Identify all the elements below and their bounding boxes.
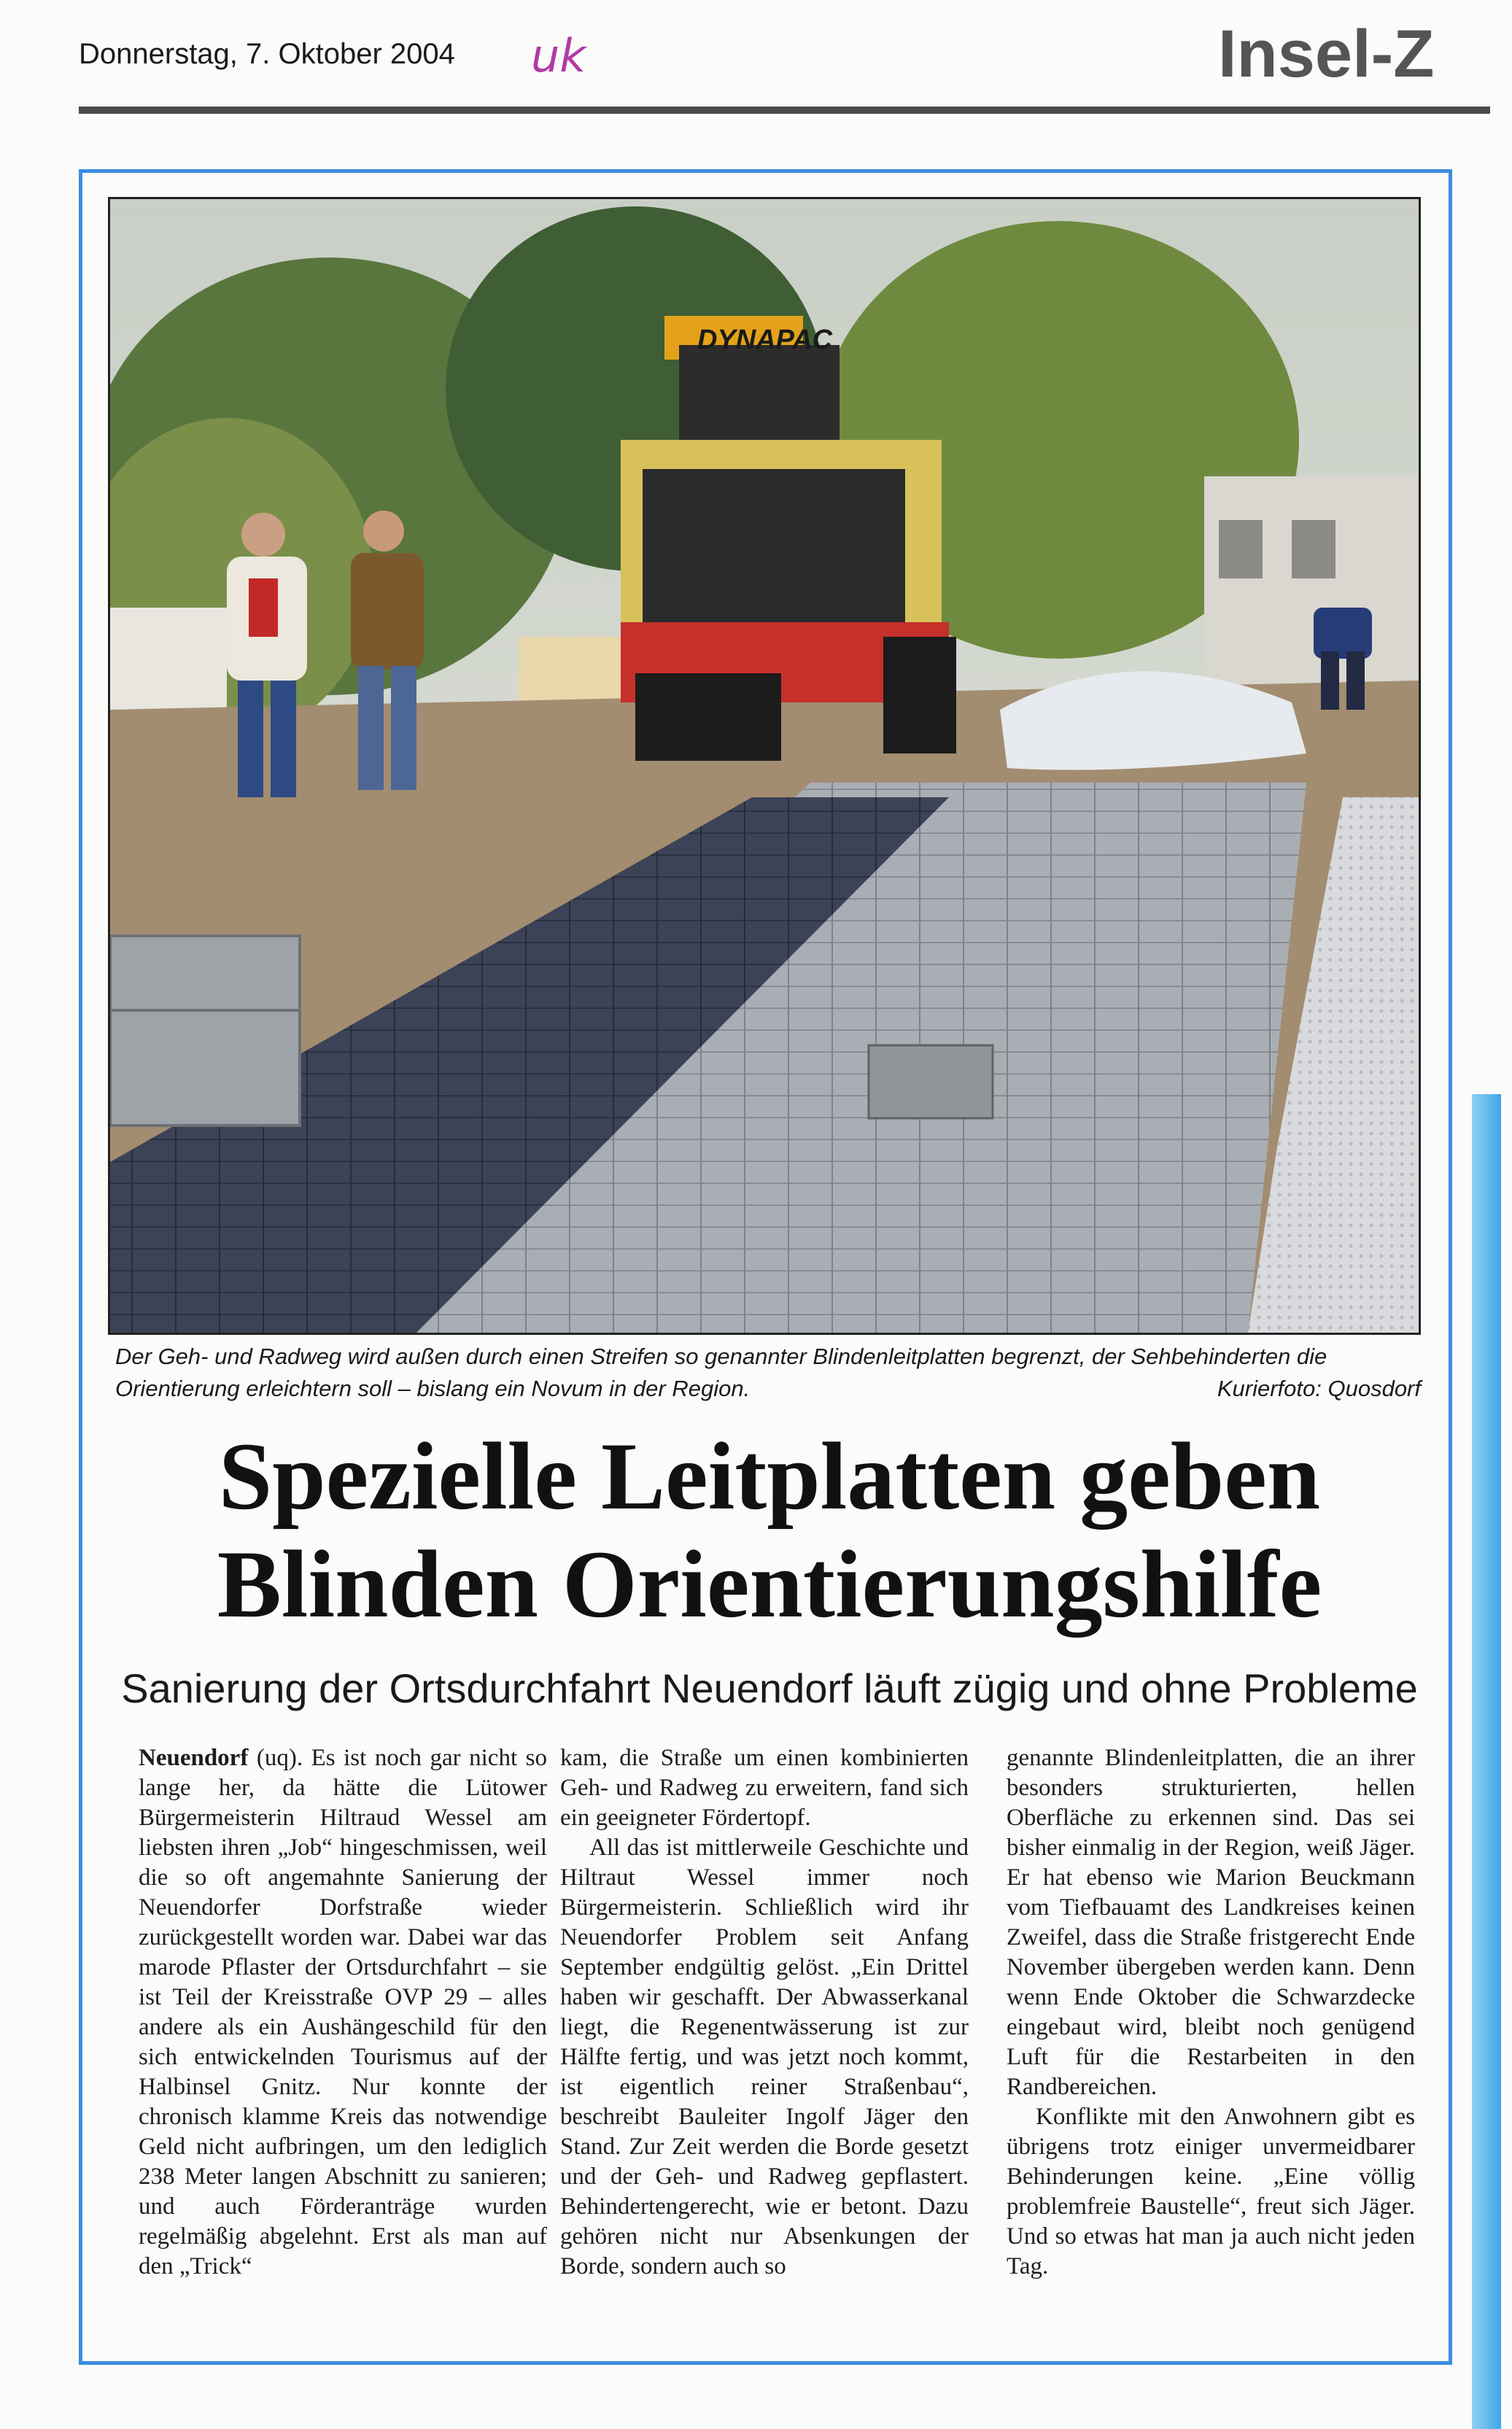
roller-brand-label: DYNAPAC bbox=[697, 325, 833, 355]
photo-credit: Kurierfoto: Quosdorf bbox=[1217, 1376, 1421, 1401]
subheadline: Sanierung der Ortsdurchfahrt Neuendorf läuft zügig und ohne Probleme bbox=[121, 1665, 1418, 1711]
headline-line-2: Blinden Orientierungshilfe bbox=[217, 1530, 1322, 1638]
headline bbox=[109, 1422, 1430, 1638]
handwritten-mark: uk bbox=[531, 29, 586, 82]
photo-caption bbox=[115, 1341, 1421, 1405]
article-column-2 bbox=[560, 1743, 969, 2282]
headline-line-1: Spezielle Leitplatten geben bbox=[218, 1422, 1321, 1530]
paragraph: Konflikte mit den Anwohnern gibt es übrigens trotz einiger unvermeidbarer Behinderungen keine. „Eine völlig problemfreie Baustelle“, freut sich Jäger. Und so etwas hat man ja auch nicht jeden Tag. bbox=[1007, 2104, 1415, 2279]
issue-date: Donnerstag, 7. Oktober 2004 bbox=[79, 38, 455, 70]
article-photo bbox=[108, 197, 1421, 1335]
paragraph: kam, die Straße um einen kombinierten Geh- und Radweg zu erweitern, fand sich ein geeigneter Fördertopf. bbox=[560, 1745, 969, 1831]
dateline: Neuendorf bbox=[139, 1745, 249, 1771]
construction-photo-illustration bbox=[110, 199, 1419, 1333]
caption-text: Der Geh- und Radweg wird außen durch einen Streifen so genannter Blindenleitplatten begrenzt, der Sehbehinderten die Orientierung erleichtern soll – bislang ein Novum in der Region. bbox=[115, 1344, 1327, 1401]
section-title: Insel-Z bbox=[1218, 17, 1435, 91]
article-column-1 bbox=[139, 1743, 547, 2282]
paragraph bbox=[139, 1743, 547, 2282]
paragraph-text: (uq). Es ist noch gar nicht so lange her, da hätte die Lütower Bürgermeisterin Hiltraud Wessel am liebsten ihren „Job“ hingeschmissen, weil die so oft angemahnte Sanierung der Neuendorfer Dorfstraße wieder zurückgestellt worden war. Dabei war das marode Pflaster der Ortsdurchfahrt – sie ist Teil der Kreisstraße OVP 29 – alles andere als ein Aushängeschild für den sich entwickelnden Tourismus auf der Halbinsel Gnitz. Nur konnte der chronisch klamme Kreis das notwendige Geld nicht aufbringen, um den lediglich 238 Meter langen Abschnitt zu sanieren; und auch Förderanträge wurden regelmäßig abgelehnt. Erst als man auf den „Trick“ bbox=[139, 1745, 547, 2279]
paragraph: All das ist mittlerweile Geschichte und Hiltraut Wessel immer noch Bürgermeisterin. Schließlich wird ihr Neuendorfer Problem seit Anfang September endgültig gelöst. „Ein Drittel haben wir geschafft. Der Abwasserkanal liegt, die Regenentwässerung ist zur Hälfte fertig, und was jetzt noch kommt, ist eigentlich reiner Straßenbau“, beschreibt Bauleiter Ingolf Jäger den Stand. Zur Zeit werden die Borde gesetzt und der Geh- und Radweg gepflastert. Behindertengerecht, wie er betont. Dazu gehören nicht nur Absenkungen der Borde, sondern auch so bbox=[560, 1835, 969, 2279]
header-rule bbox=[79, 106, 1490, 114]
paragraph: genannte Blindenleitplatten, die an ihrer besonders strukturierten, hellen Oberfläche zu erkennen sind. Das sei bisher einmalig in der Region, weiß Jäger. Er hat ebenso wie Marion Beuckmann vom Tiefbauamt des Landkreises keinen Zweifel, dass die Straße fristgerecht Ende November übergeben werden kann. Denn wenn Ende Oktober die Schwarzdecke eingebaut wird, bleibt noch genügend Luft für die Restarbeiten in den Randbereichen. bbox=[1007, 1745, 1415, 2100]
article-column-3 bbox=[1007, 1743, 1415, 2282]
scan-edge-bar bbox=[1472, 1094, 1501, 2429]
